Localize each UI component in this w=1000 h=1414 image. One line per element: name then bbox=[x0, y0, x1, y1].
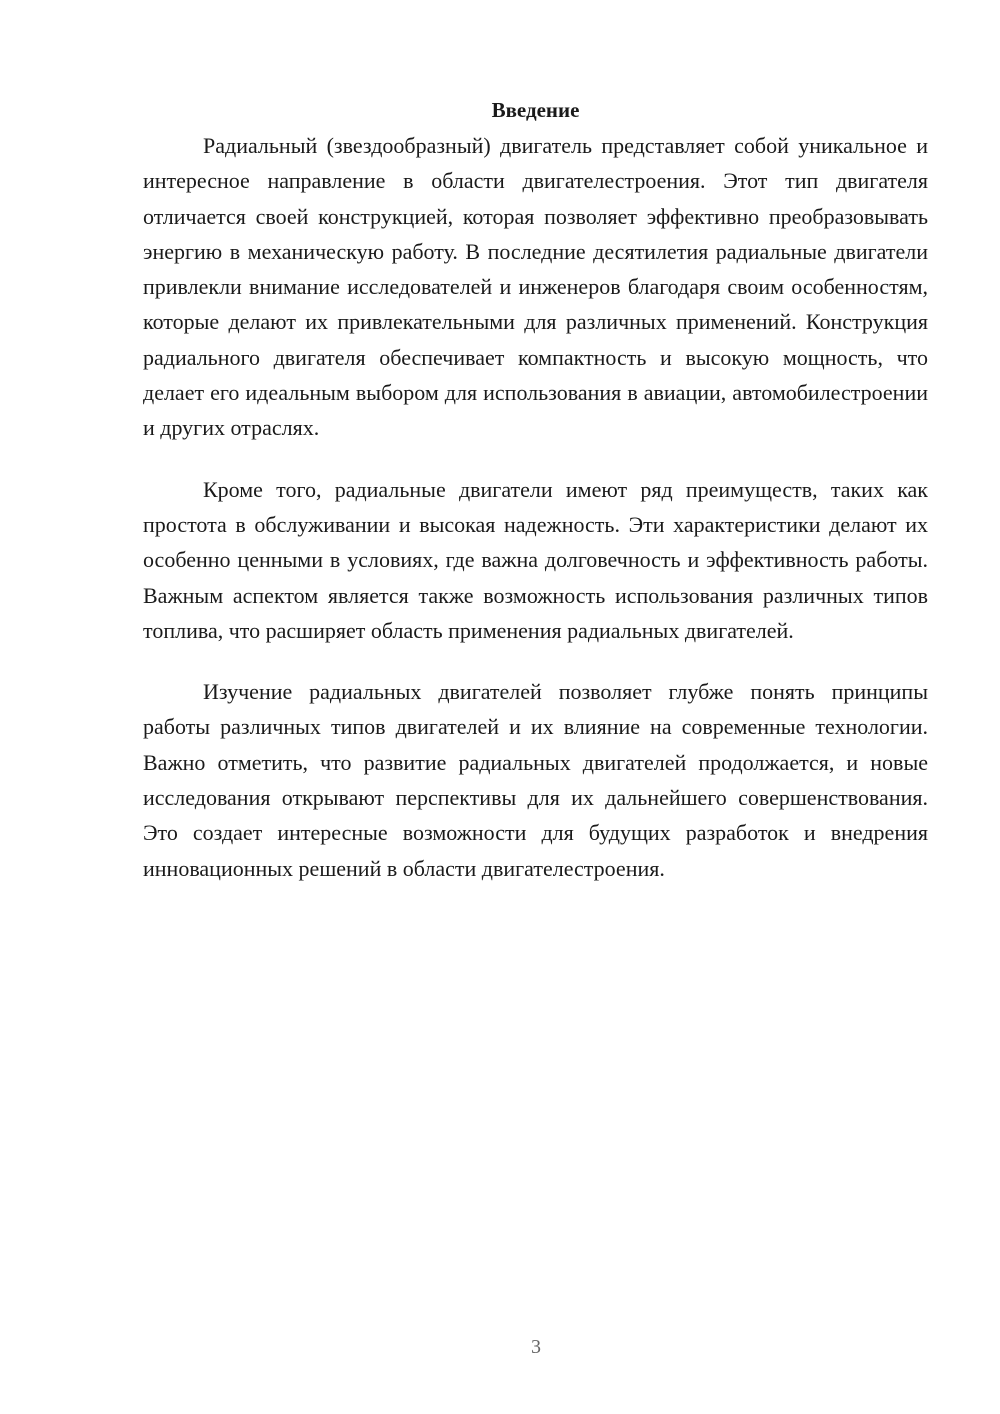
page-number: 3 bbox=[531, 1336, 541, 1358]
section-heading: Введение bbox=[491, 98, 580, 122]
page-content bbox=[143, 92, 928, 912]
paragraph-1: Радиальный (звездообразный) двигатель представляет собой уникальное и интересное направление в области двигателестроения. Этот тип двигателя отличается своей конструкцией, которая позволяет эффективно преобразовывать энергию в механическую работу. В последние десятилетия радиальные двигатели привлекли внимание исследователей и инженеров благодаря своим особенностям, которые делают их привлекательными для различных применений. Конструкция радиального двигателя обеспечивает компактность и высокую мощность, что делает его идеальным выбором для использования в авиации, автомобилестроении и других отраслях. bbox=[143, 133, 928, 441]
paragraph-3: Изучение радиальных двигателей позволяет глубже понять принципы работы различных типов двигателей и их влияние на современные технологии. Важно отметить, что развитие радиальных двигателей продолжается, и новые исследования открывают перспективы для их дальнейшего совершенствования. Это создает интересные возможности для будущих разработок и внедрения инновационных решений в области двигателестроения. bbox=[143, 679, 928, 881]
paragraph-2: Кроме того, радиальные двигатели имеют ряд преимуществ, таких как простота в обслуживании и высокая надежность. Эти характеристики делают их особенно ценными в условиях, где важна долговечность и эффективность работы. Важным аспектом является также возможность использования различных типов топлива, что расширяет область применения радиальных двигателей. bbox=[143, 476, 928, 643]
